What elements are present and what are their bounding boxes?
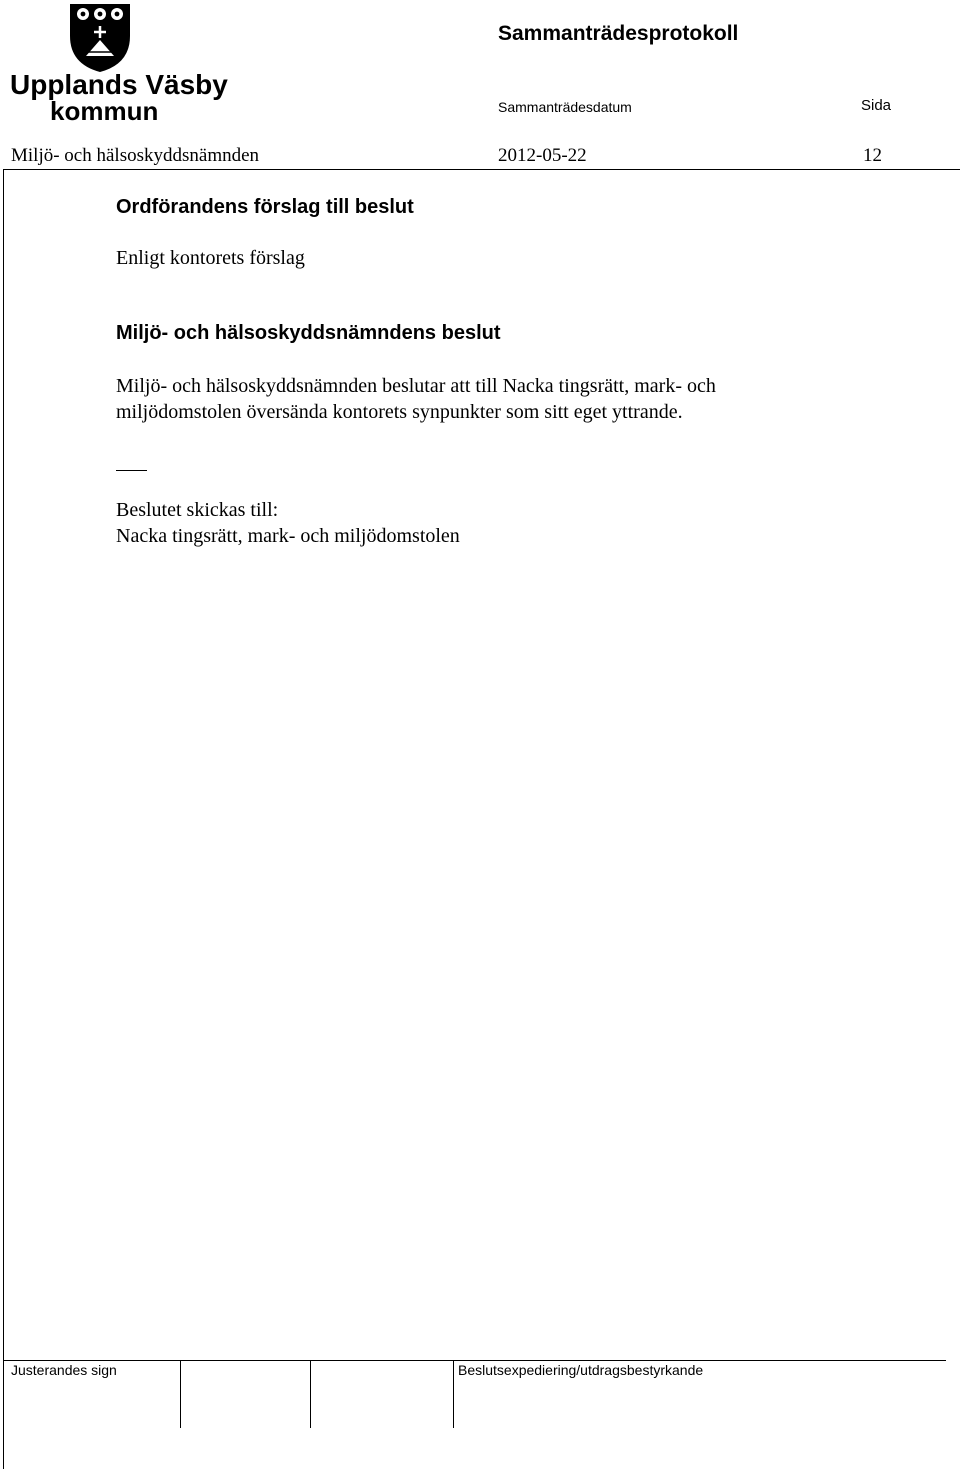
decision-text: Miljö- och hälsoskyddsnämnden beslutar att till Nacka tingsrätt, mark- och miljödomstolen översända kontorets synpunkter som sitt eget yttrande. [116,375,716,423]
decision-heading: Miljö- och hälsoskyddsnämndens beslut [116,322,501,344]
municipality-logo [8,2,228,126]
committee-name: Miljö- och hälsoskyddsnämnden [11,145,260,166]
sent-to-label: Beslutet skickas till: [116,499,279,521]
left-margin-border [3,169,4,1469]
proposal-heading: Ordförandens förslag till beslut [116,196,414,218]
svg-text:kommun: kommun [50,96,159,126]
signature-box-divider [180,1360,181,1428]
page-label: Sida [861,97,892,114]
recipient: Nacka tingsrätt, mark- och miljödomstolen [116,525,460,547]
footer-sign-label: Justerandes sign [11,1362,117,1378]
proposal-text: Enligt kontorets förslag [116,247,305,269]
header-divider [3,169,960,170]
meeting-date-label: Sammanträdesdatum [498,99,632,115]
coat-of-arms-icon [70,4,130,72]
footer-divider [3,1360,946,1361]
footer-expedition-label: Beslutsexpediering/utdragsbestyrkande [458,1362,704,1378]
document-type-title: Sammanträdesprotokoll [498,22,739,45]
signature-box-divider [310,1360,311,1428]
page-number: 12 [863,145,882,166]
svg-text:Upplands Väsby: Upplands Väsby [10,69,228,100]
section-divider [116,470,147,471]
signature-box-divider [453,1360,454,1428]
meeting-date: 2012-05-22 [498,145,587,166]
